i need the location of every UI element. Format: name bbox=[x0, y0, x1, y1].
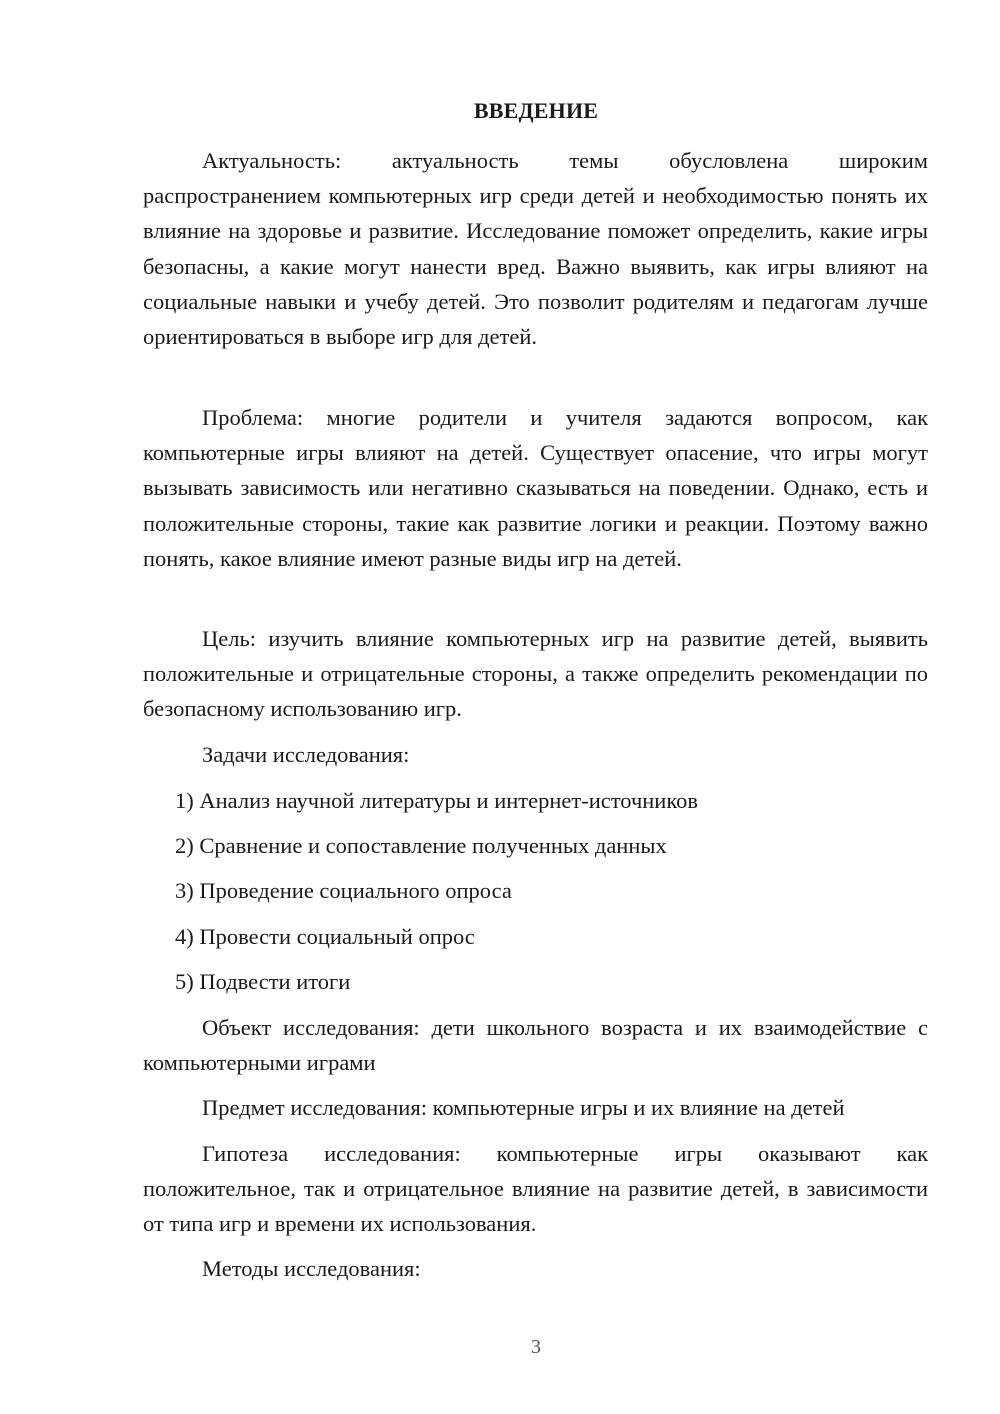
object-paragraph: Объект исследования: дети школьного возраста и их взаимодействие с компьютерными играми bbox=[143, 1015, 928, 1076]
relevance-paragraph: Актуальность: актуальность темы обусловлена широким распространением компьютерных игр среди детей и необходимостью понять их влияние на здоровье и развитие. Исследование поможет определить, какие игры безопасны, а какие могут нанести вред. Важно выявить, как игры влияют на социальные навыки и учебу детей. Это позволит родителям и педагогам лучше ориентироваться в выборе игр для детей. bbox=[143, 148, 928, 350]
hypothesis-paragraph: Гипотеза исследования: компьютерные игры оказывают как положительное, так и отрицательное влияние на развитие детей, в зависимости от типа игр и времени их использования. bbox=[143, 1141, 928, 1237]
list-item: 2) Сравнение и сопоставление полученных данных bbox=[175, 833, 667, 858]
goal-paragraph: Цель: изучить влияние компьютерных игр на развитие детей, выявить положительные и отрицательные стороны, а также определить рекомендации по безопасному использованию игр. bbox=[143, 626, 928, 722]
tasks-heading: Задачи исследования: bbox=[202, 742, 410, 767]
problem-paragraph: Проблема: многие родители и учителя задаются вопросом, как компьютерные игры влияют на детей. Существует опасение, что игры могут вызывать зависимость или негативно сказываться на поведении. Однако, есть и положительные стороны, такие как развитие логики и реакции. Поэтому важно понять, какое влияние имеют разные виды игр на детей. bbox=[143, 405, 928, 571]
page-number: 3 bbox=[531, 1336, 541, 1358]
methods-heading: Методы исследования: bbox=[202, 1256, 421, 1281]
subject-paragraph: Предмет исследования: компьютерные игры и их влияние на детей bbox=[202, 1095, 845, 1120]
list-item: 3) Проведение социального опроса bbox=[175, 878, 512, 903]
page-title: ВВЕДЕНИЕ bbox=[473, 98, 599, 123]
list-item: 1) Анализ научной литературы и интернет-источников bbox=[175, 788, 699, 813]
list-item: 5) Подвести итоги bbox=[175, 969, 351, 994]
list-item: 4) Провести социальный опрос bbox=[175, 924, 475, 949]
